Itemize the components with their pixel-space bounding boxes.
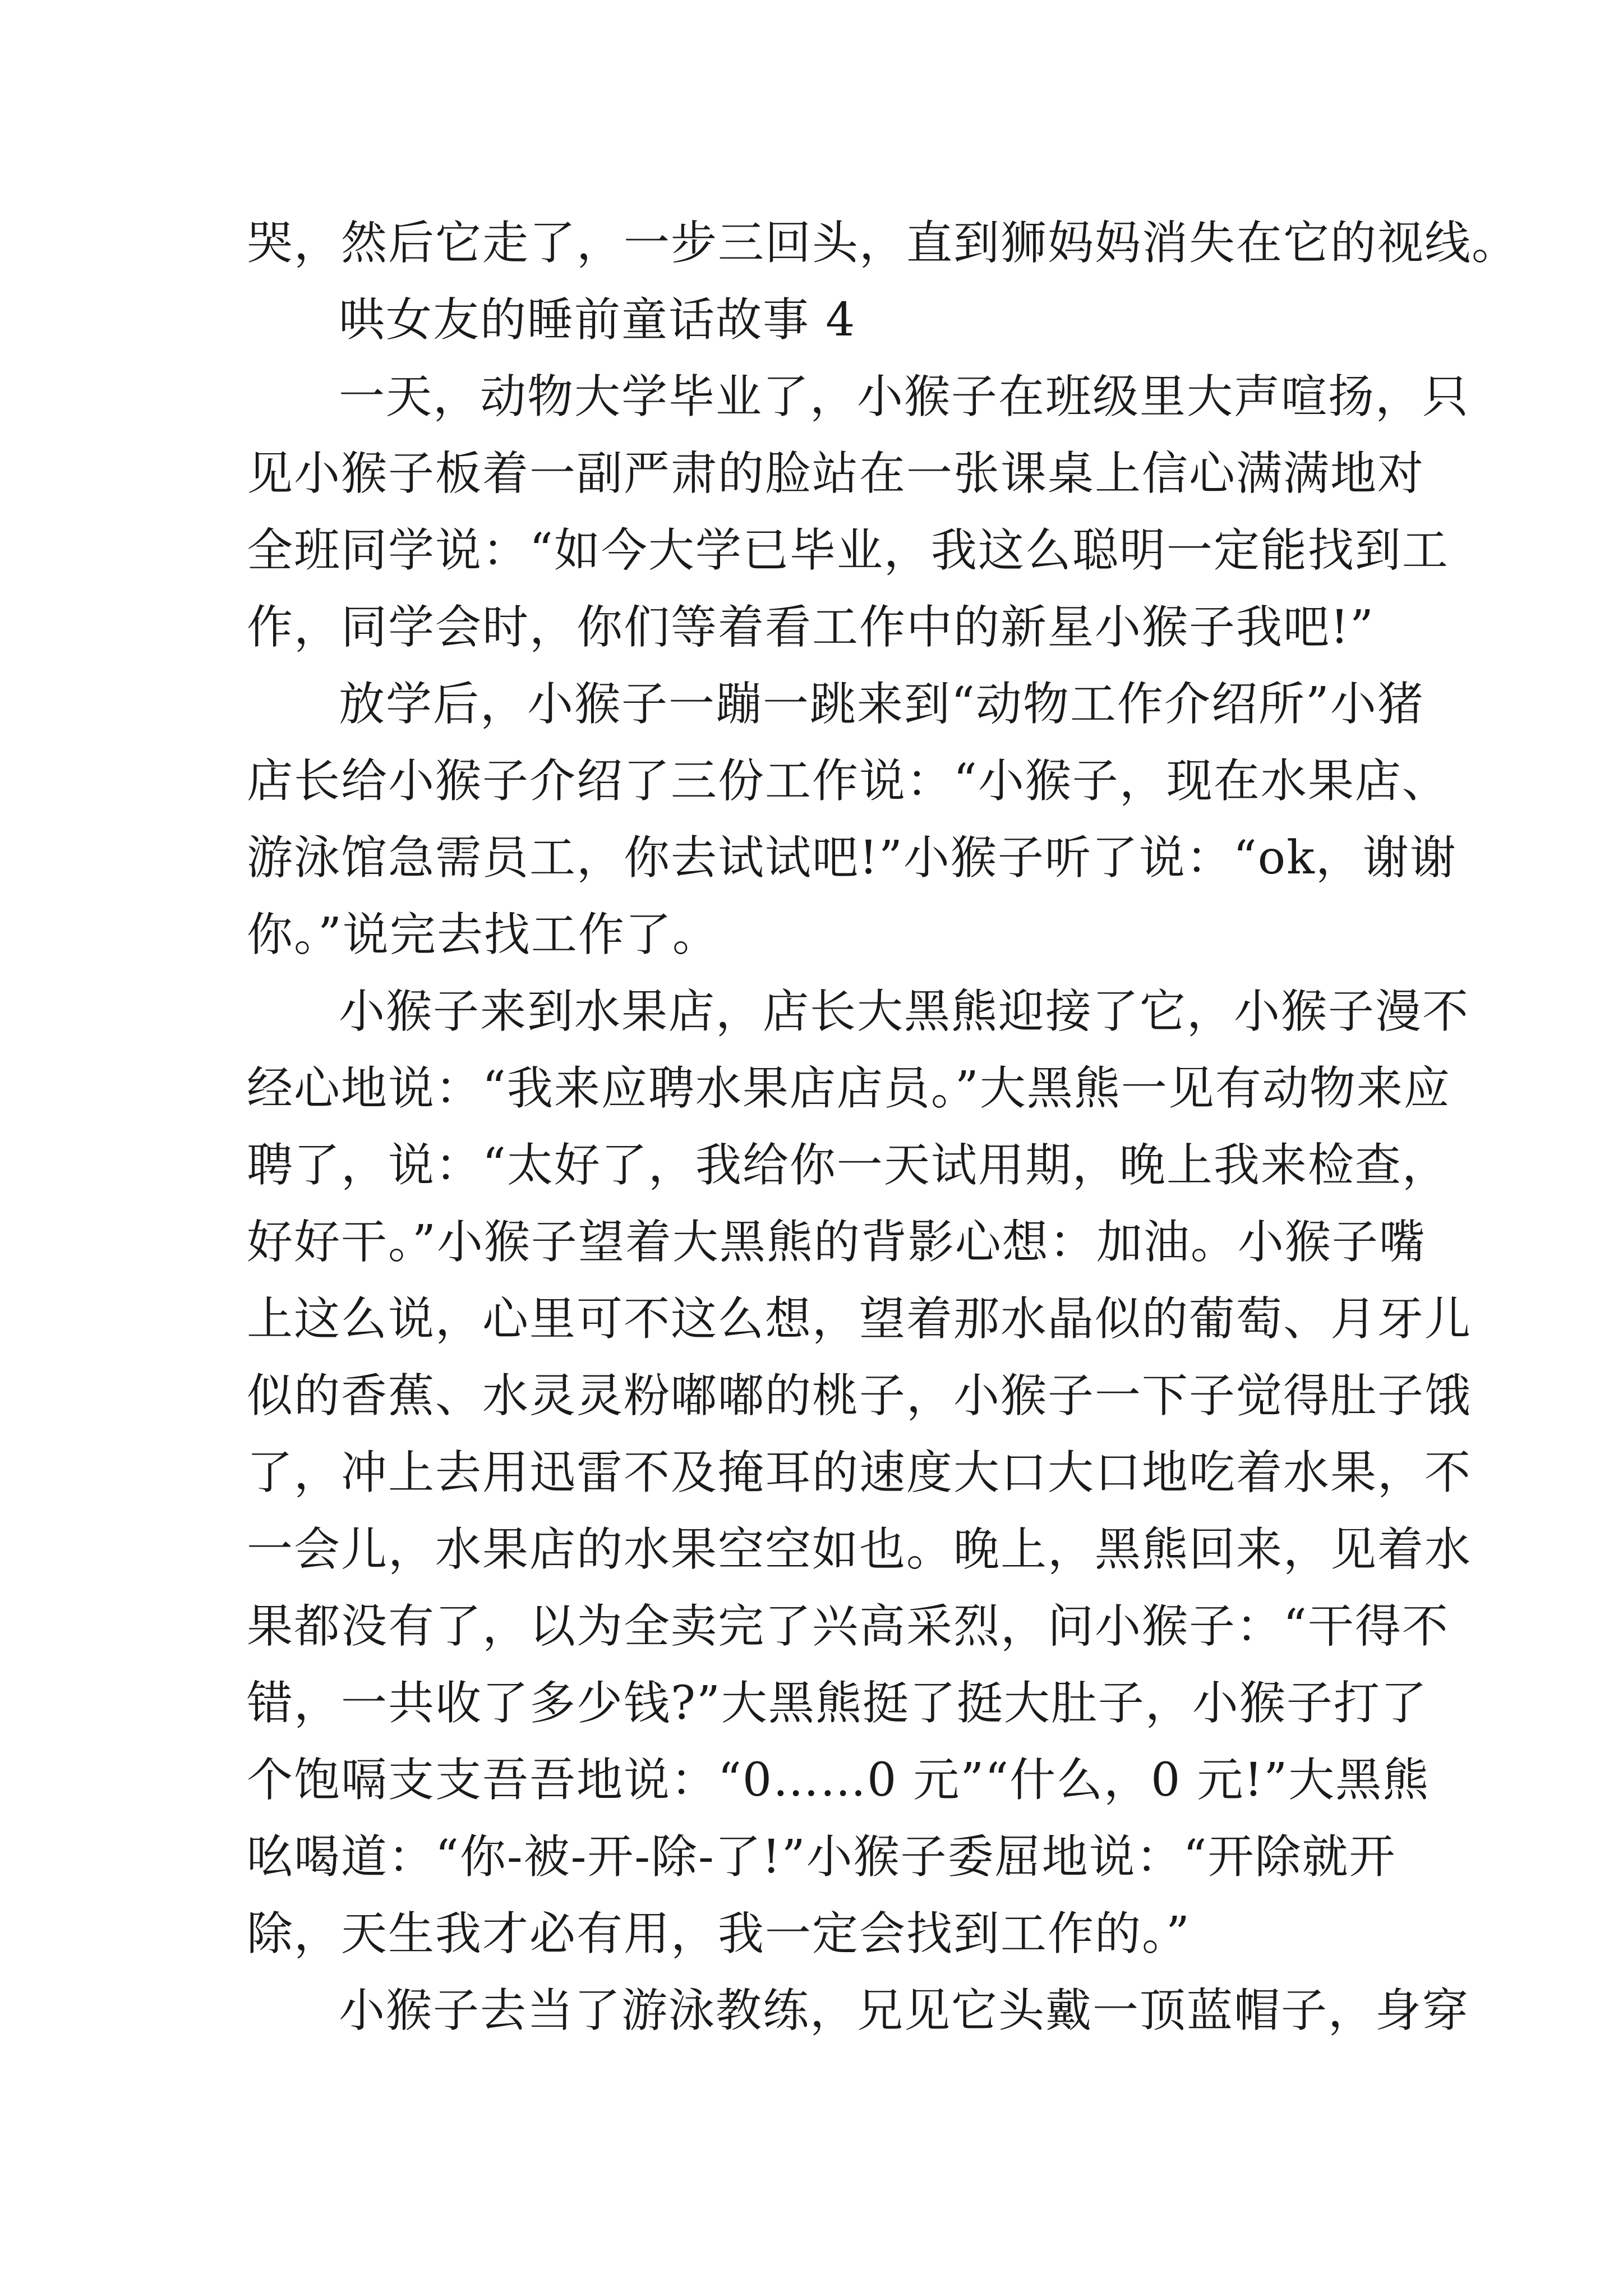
paragraph-line: 小猴子来到水果店，店长大黑熊迎接了它，小猴子漫不 [339,985,1470,1038]
paragraph-line: 上这么说，心里可不这么想，望着那水晶似的葡萄、月牙儿 [247,1292,1472,1346]
paragraph-line: 见小猴子板着一副严肃的脸站在一张课桌上信心满满地对 [247,447,1425,500]
paragraph-line: 店长给小猴子介绍了三份工作说：“小猴子，现在水果店、 [247,754,1449,808]
document-body [247,205,1519,2049]
paragraph-line: 放学后，小猴子一蹦一跳来到“动物工作介绍所”小猪 [339,678,1424,731]
paragraph-line: 果都没有了，以为全卖完了兴高采烈，问小猴子：“干得不 [247,1600,1449,1653]
paragraph-line: 个饱嗝支支吾吾地说：“0……0 元”“什么，0 元!”大黑熊 [247,1754,1430,1807]
paragraph-line: 错，一共收了多少钱?”大黑熊挺了挺大肚子，小猴子打了 [247,1677,1428,1730]
paragraph-line: 聘了，说：“太好了，我给你一天试用期，晚上我来检查， [247,1139,1449,1192]
paragraph-line: 游泳馆急需员工，你去试试吧!”小猴子听了说：“ok，谢谢 [247,831,1457,885]
paragraph-line: 吆喝道：“你-被-开-除-了!”小猴子委屈地说：“开除就开 [247,1830,1396,1884]
paragraph-line: 全班同学说：“如今大学已毕业，我这么聪明一定能找到工 [247,524,1449,577]
paragraph-line: 好好干。”小猴子望着大黑熊的背影心想：加油。小猴子嘴 [247,1216,1426,1269]
paragraph-line: 小猴子去当了游泳教练，兄见它头戴一顶蓝帽子，身穿 [339,1984,1470,2037]
paragraph-line: 哭，然后它走了，一步三回头，直到狮妈妈消失在它的视线。 [247,217,1519,270]
paragraph-line: 了，冲上去用迅雷不及掩耳的速度大口大口地吃着水果，不 [247,1446,1472,1499]
paragraph-line: 经心地说：“我来应聘水果店店员。”大黑熊一见有动物来应 [247,1062,1451,1115]
section-heading: 哄女友的睡前童话故事 4 [339,293,856,347]
paragraph-line: 一会儿，水果店的水果空空如也。晚上，黑熊回来，见着水 [247,1523,1472,1576]
paragraph-line: 作，同学会时，你们等着看工作中的新星小猴子我吧!” [247,601,1375,654]
paragraph-line: 除，天生我才必有用，我一定会找到工作的。” [247,1907,1191,1961]
paragraph-line: 一天，动物大学毕业了，小猴子在班级里大声喧扬，只 [339,370,1470,424]
paragraph-line: 似的香蕉、水灵灵粉嘟嘟的桃子，小猴子一下子觉得肚子饿 [247,1369,1472,1423]
paragraph-line: 你。”说完去找工作了。 [247,908,720,961]
